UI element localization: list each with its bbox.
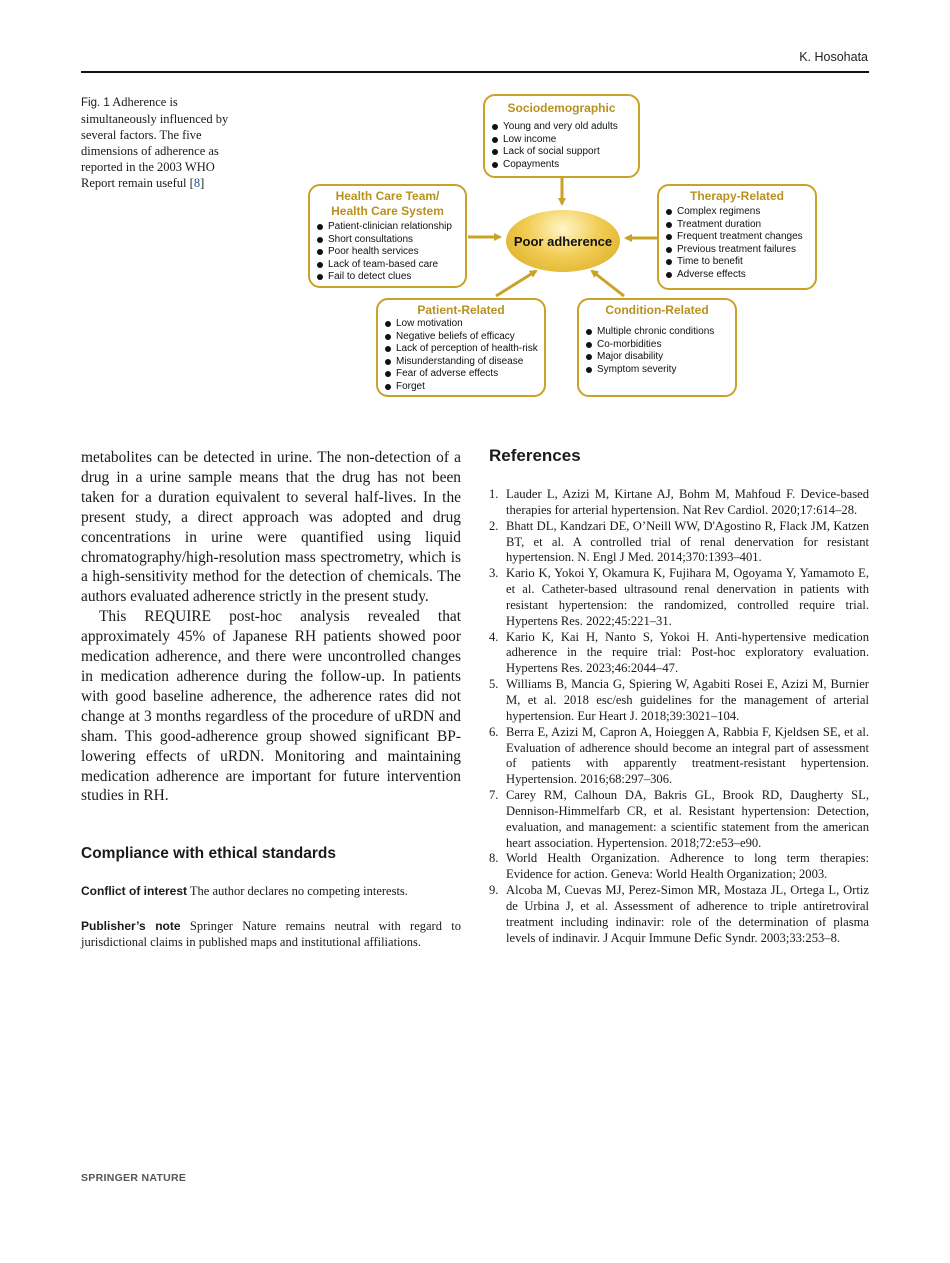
- reference-item: [489, 566, 869, 629]
- list-item: Low income: [491, 134, 638, 147]
- reference-text: Alcoba M, Cuevas MJ, Perez-Simon MR, Mostaza JL, Ortega L, Ortiz de Urbina J, et al. Assessment of adherence to triple antiretroviral treatment including indinavir: role of the determination of plasma levels of indinavir. J Acquir Immune Defic Syndr. 2003;33:253–8.: [506, 883, 869, 945]
- references-list: [489, 487, 869, 946]
- reference-item: [489, 851, 869, 883]
- reference-number: 8.: [489, 851, 499, 866]
- figure-label: Fig. 1: [81, 97, 110, 109]
- reference-text: Kario K, Yokoi Y, Okamura K, Fujihara M, Ogoyama Y, Yamamoto E, et al. Catheter-based ultrasound renal denervation in patients with resistant hypertension: the randomized, controlled require trial. Hypertens Res. 2022;45:221–31.: [506, 566, 869, 628]
- caption-end: ]: [200, 176, 205, 190]
- list-item: Short consultations: [316, 234, 465, 247]
- healthcare-title-line2: Health Care System: [331, 204, 444, 218]
- therapy-title: Therapy-Related: [689, 189, 785, 203]
- reference-text: Bhatt DL, Kandzari DE, O’Neill WW, D'Agostino R, Flack JM, Katzen BT, et al. A controlled trial of renal denervation for resistant hypertension. N. Engl J Med. 2014;370:1393–401.: [506, 518, 869, 565]
- compliance-heading: Compliance with ethical standards: [81, 845, 336, 862]
- adherence-diagram: [300, 88, 830, 406]
- reference-text: World Health Organization. Adherence to long term therapies: Evidence for action. Geneva: World Health Organization; 2003.: [506, 851, 869, 882]
- list-item: Poor health services: [316, 246, 465, 259]
- list-item: Lack of team-based care: [316, 259, 465, 272]
- publisher-note: [81, 919, 461, 950]
- condition-box: [577, 298, 737, 397]
- reference-text: Kario K, Kai H, Nanto S, Yokoi H. Anti-hypertensive medication adherence in the require trial: Post-hoc exploratory evaluation. Hypertens Res. 2023;46:2044–47.: [506, 629, 869, 676]
- list-item: Major disability: [585, 351, 735, 364]
- arrow-condition: [592, 271, 624, 296]
- body-paragraph-2: This REQUIRE post-hoc analysis revealed that approximately 45% of Japanese RH patients showed poor medication adherence, and there were uncontrolled changes in medication adherence during the follow-up. In patients with good baseline adherence, the adherence rates did not change at 3 months regardless of the procedure of uRDN and sham. This good-adherence group showed significant BP-lowering effects of uRDN. Monitoring and maintaining medication adherence are important for future intervention studies in RH.: [81, 608, 461, 805]
- reference-number: 6.: [489, 724, 499, 739]
- list-item: Fear of adverse effects: [384, 368, 544, 381]
- body-text: [81, 448, 461, 806]
- list-item: Complex regimens: [665, 206, 815, 219]
- arrow-patient: [496, 271, 536, 296]
- list-item: Forget: [384, 381, 544, 394]
- patient-title: Patient-Related: [417, 303, 505, 317]
- reference-item: [489, 677, 869, 725]
- list-item: Lack of social support: [491, 146, 638, 159]
- list-item: Treatment duration: [665, 219, 815, 232]
- list-item: Low motivation: [384, 318, 544, 331]
- sociodemographic-title: Sociodemographic: [507, 101, 616, 115]
- reference-item: [489, 487, 869, 519]
- therapy-box: [657, 184, 817, 290]
- references-heading: References: [489, 446, 581, 465]
- patient-box: [376, 298, 546, 397]
- list-item: Co-morbidities: [585, 339, 735, 352]
- list-item: Symptom severity: [585, 364, 735, 377]
- reference-item: [489, 725, 869, 788]
- condition-title: Condition-Related: [605, 303, 709, 317]
- reference-text: Williams B, Mancia G, Spiering W, Agabiti Rosei E, Azizi M, Burnier M, et al. 2018 esc/esh guidelines for the management of arterial hypertension. Eur Heart J. 2018;39:3021–104.: [506, 677, 869, 723]
- reference-number: 7.: [489, 788, 499, 803]
- list-item: Fail to detect clues: [316, 271, 465, 284]
- healthcare-box: [308, 184, 467, 288]
- caption-reference-link[interactable]: 8: [193, 176, 201, 190]
- reference-number: 4.: [489, 629, 499, 644]
- reference-number: 3.: [489, 566, 499, 581]
- list-item: Time to benefit: [665, 256, 815, 269]
- list-item: Misunderstanding of disease: [384, 356, 544, 369]
- sociodemographic-box: [483, 94, 640, 178]
- list-item: Frequent treatment changes: [665, 231, 815, 244]
- list-item: Previous treatment failures: [665, 244, 815, 257]
- conflict-text: The author declares no competing interests.: [189, 884, 408, 898]
- reference-number: 5.: [489, 677, 499, 692]
- reference-text: Carey RM, Calhoun DA, Bakris GL, Brook RD, Daugherty SL, Dennison-Himmelfarb CR, et al. Resistant hypertension: Detection, evaluation, and management: a scientific statement from the american heart association. Hypertension. 2018;72:e53–e90.: [506, 788, 869, 850]
- list-item: Patient-clinician relationship: [316, 221, 465, 234]
- body-paragraph-1: metabolites can be detected in urine. The non-detection of a drug in a urine sample means that the drug has not been taken for a duration equivalent to several half-lives. In the present study, a direct approach was adopted and drug concentrations in urine were quantified using liquid chromatography/high-resolution mass spectrometry, which is a high-sensitivity method for the detection of chemicals. The authors evaluated adherence strictly in the present study.: [81, 449, 461, 606]
- list-item: Multiple chronic conditions: [585, 326, 735, 339]
- publisher-logo: SPRINGER NATURE: [81, 1172, 187, 1184]
- list-item: Young and very old adults: [491, 121, 638, 134]
- publisher-note-label: Publisher’s note: [81, 919, 181, 933]
- reference-item: [489, 883, 869, 946]
- healthcare-title-line1: Health Care Team/: [335, 189, 440, 203]
- publisher-note-text: Springer Nature remains neutral with regard to jurisdictional claims in published maps and institutional affiliations.: [81, 919, 461, 949]
- reference-item: [489, 788, 869, 851]
- figure-caption-text: Adherence is simultaneously influenced by several factors. The five dimensions of adherence as reported in the 2003 WHO Report remain useful [: [81, 95, 229, 190]
- list-item: Lack of perception of health-risk: [384, 343, 544, 356]
- figure-caption: [81, 94, 251, 191]
- reference-number: 1.: [489, 487, 499, 501]
- list-item: Copayments: [491, 159, 638, 172]
- poor-adherence-node: Poor adherence: [506, 210, 620, 272]
- header-rule: [81, 71, 869, 73]
- list-item: Negative beliefs of efficacy: [384, 331, 544, 344]
- running-head-author: K. Hosohata: [799, 50, 868, 64]
- reference-item: [489, 630, 869, 678]
- reference-text: Berra E, Azizi M, Capron A, Hoieggen A, Rabbia F, Kjeldsen SE, et al. Evaluation of adherence should become an integral part of assessment of patients with apparently treatment-resistant hypertension. Hypertension. 2016;68:297–306.: [506, 724, 869, 787]
- list-item: Adverse effects: [665, 269, 815, 282]
- reference-item: [489, 519, 869, 567]
- reference-number: 2.: [489, 518, 499, 533]
- conflict-label: Conflict of interest: [81, 884, 188, 898]
- conflict-of-interest-note: [81, 884, 461, 900]
- reference-number: 9.: [489, 883, 499, 898]
- reference-text: Lauder L, Azizi M, Kirtane AJ, Bohm M, Mahfoud F. Device-based therapies for arterial hypertension. Nat Rev Cardiol. 2020;17:614–28.: [506, 487, 869, 517]
